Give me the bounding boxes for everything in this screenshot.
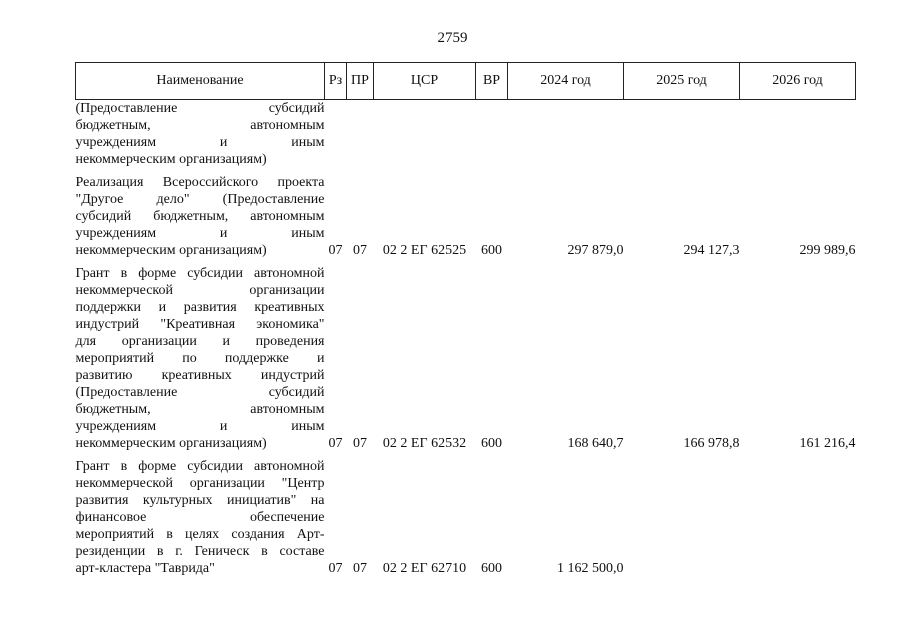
- cell-csr: [374, 100, 476, 175]
- cell-vr: 600: [481, 243, 502, 258]
- name-line: мероприятий в целях создания Арт-: [75, 527, 325, 542]
- header-vr: ВР: [476, 63, 508, 100]
- cell-pr: [347, 100, 374, 175]
- cell-y2025: 294 127,3: [683, 243, 740, 258]
- name-line: для организации и проведения: [75, 334, 325, 349]
- name-line: "Другое дело" (Предоставление: [75, 192, 325, 207]
- header-pr: ПР: [347, 63, 374, 100]
- cell-y2025: [624, 458, 740, 583]
- name-line: бюджетным, автономным: [75, 118, 325, 133]
- name-line: мероприятий по поддержке и: [75, 351, 325, 366]
- table-row: [76, 174, 856, 265]
- name-line: Грант в форме субсидии автономной: [75, 459, 325, 474]
- cell-name: [76, 458, 325, 583]
- page-number: 2759: [437, 30, 468, 46]
- cell-rz: 07: [328, 243, 343, 258]
- cell-y2024: [508, 100, 624, 175]
- cell-csr: 02 2 ЕГ 62532: [382, 436, 467, 451]
- cell-rz: 07: [328, 436, 343, 451]
- cell-y2026: 161 216,4: [799, 436, 856, 451]
- header-2024: 2024 год: [508, 63, 624, 100]
- name-line: бюджетным, автономным: [75, 402, 325, 417]
- name-line: поддержки и развития креативных: [75, 300, 325, 315]
- name-line: учреждениям и иным: [75, 419, 325, 434]
- cell-pr: 07: [353, 243, 367, 258]
- cell-y2024: 297 879,0: [567, 243, 624, 258]
- cell-vr: 600: [481, 561, 502, 576]
- name-line: некоммерческим организациям): [75, 243, 267, 258]
- header-csr: ЦСР: [374, 63, 476, 100]
- cell-name: [76, 265, 325, 458]
- name-line: финансовое обеспечение: [75, 510, 325, 525]
- name-line: развитию креативных индустрий: [75, 368, 325, 383]
- cell-pr: 07: [353, 561, 367, 576]
- name-line: индустрий "Креативная экономика": [75, 317, 325, 332]
- name-line: учреждениям и иным: [75, 135, 325, 150]
- cell-rz: 07: [328, 561, 343, 576]
- name-line: учреждениям и иным: [75, 226, 325, 241]
- name-line: развития культурных инициатив" на: [75, 493, 325, 508]
- cell-name: [76, 100, 325, 175]
- cell-vr: 600: [481, 436, 502, 451]
- table-row: [76, 100, 856, 175]
- name-line: арт-кластера "Таврида": [75, 561, 215, 576]
- cell-y2026: [740, 100, 856, 175]
- cell-csr: 02 2 ЕГ 62525: [382, 243, 467, 258]
- name-line: некоммерческим организациям): [75, 152, 267, 167]
- cell-csr: 02 2 ЕГ 62710: [382, 561, 467, 576]
- name-line: некоммерческой организации: [75, 283, 325, 298]
- cell-name: [76, 174, 325, 265]
- header-2025: 2025 год: [624, 63, 740, 100]
- name-line: резиденции в г. Геническ в составе: [75, 544, 325, 559]
- cell-vr: [476, 100, 508, 175]
- name-line: некоммерческой организации "Центр: [75, 476, 325, 491]
- cell-y2026: [740, 458, 856, 583]
- name-line: Реализация Всероссийского проекта: [75, 175, 325, 190]
- budget-table: [75, 62, 856, 583]
- header-rz: Рз: [325, 63, 347, 100]
- name-line: субсидий бюджетным, автономным: [75, 209, 325, 224]
- name-line: Грант в форме субсидии автономной: [75, 266, 325, 281]
- cell-y2024: 168 640,7: [567, 436, 624, 451]
- cell-rz: [325, 100, 347, 175]
- name-line: (Предоставление субсидий: [75, 385, 325, 400]
- table-header-row: [76, 63, 856, 100]
- header-2026: 2026 год: [740, 63, 856, 100]
- cell-pr: 07: [353, 436, 367, 451]
- table-row: [76, 458, 856, 583]
- header-name: Наименование: [76, 63, 325, 100]
- name-line: некоммерческим организациям): [75, 436, 267, 451]
- cell-y2026: 299 989,6: [799, 243, 856, 258]
- name-line: (Предоставление субсидий: [75, 101, 325, 116]
- cell-y2025: 166 978,8: [683, 436, 740, 451]
- cell-y2024: 1 162 500,0: [557, 561, 624, 576]
- cell-y2025: [624, 100, 740, 175]
- table-row: [76, 265, 856, 458]
